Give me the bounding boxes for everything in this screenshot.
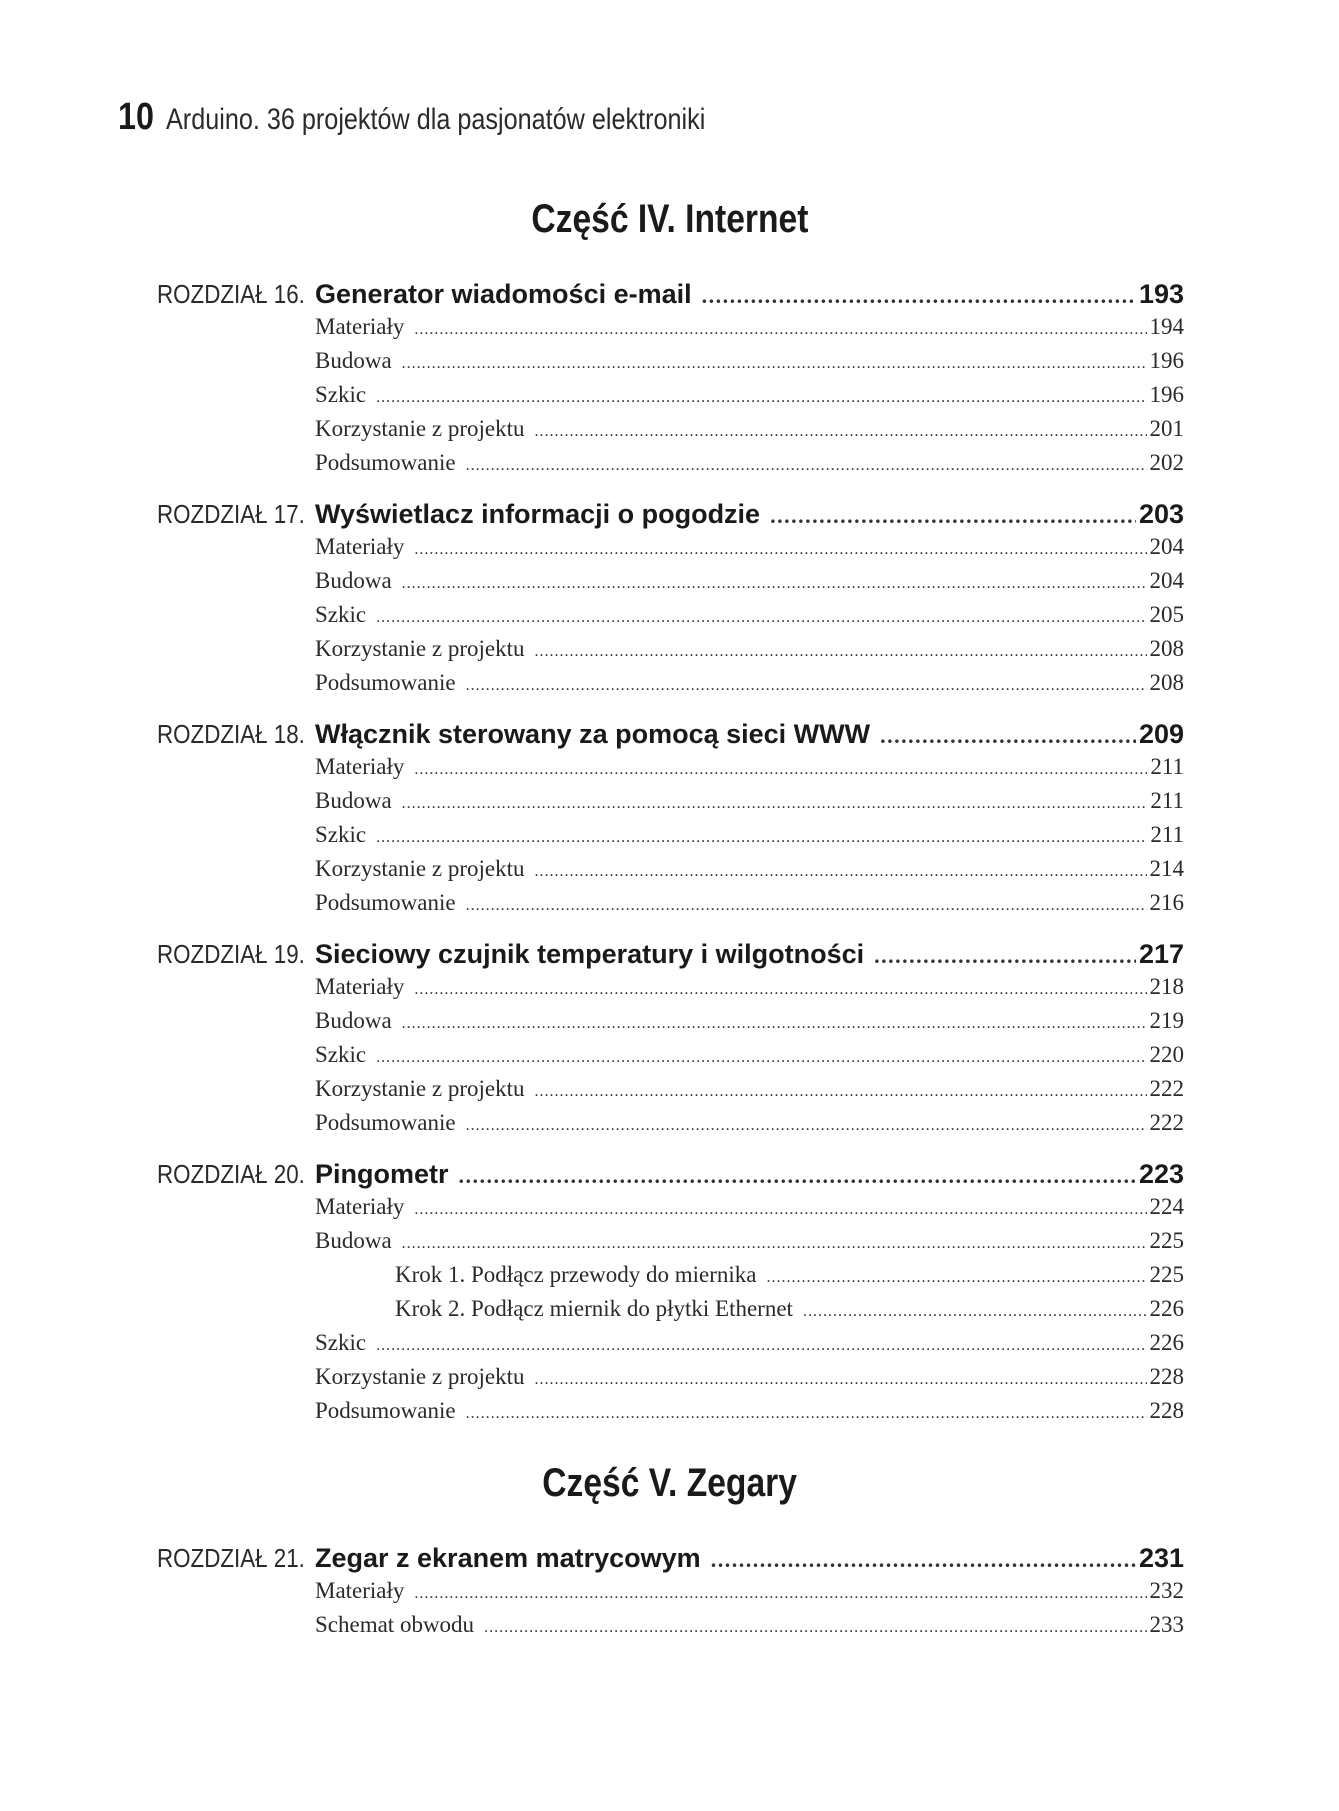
section-entry[interactable] [315, 670, 1184, 696]
section-title: Budowa [315, 348, 392, 373]
section-title: Korzystanie z projektu [315, 1076, 525, 1101]
chapter-prefix: ROZDZIAŁ 19. [157, 939, 305, 969]
section-title: Schemat obwodu [315, 1612, 475, 1637]
section-page: 233 [1149, 1612, 1184, 1637]
dot-leader [484, 1619, 1146, 1637]
dot-leader [534, 863, 1146, 881]
chapter-prefix: ROZDZIAŁ 20. [157, 1159, 305, 1189]
dot-leader [803, 1303, 1147, 1321]
section-page: 208 [1149, 636, 1184, 661]
chapter-entry[interactable] [315, 1543, 1184, 1574]
dot-leader [376, 1337, 1146, 1355]
section-title: Materiały [315, 974, 405, 999]
chapter-prefix: ROZDZIAŁ 17. [157, 499, 305, 529]
dot-leader [376, 829, 1147, 847]
subsection-title: Krok 2. Podłącz miernik do płytki Ethernet [395, 1296, 793, 1321]
section-page: 225 [1149, 1228, 1184, 1253]
section-entry[interactable] [315, 890, 1184, 916]
chapter-prefix: ROZDZIAŁ 18. [157, 719, 305, 749]
section-title: Szkic [315, 822, 367, 847]
section-page: 219 [1149, 1008, 1184, 1033]
section-page: 228 [1149, 1364, 1184, 1389]
dot-leader [414, 981, 1146, 999]
dot-leader [534, 1371, 1146, 1389]
section-entry[interactable] [315, 534, 1184, 560]
section-entry[interactable] [315, 568, 1184, 594]
section-title: Korzystanie z projektu [315, 856, 525, 881]
section-entry[interactable] [315, 974, 1184, 1000]
dot-leader [711, 1547, 1136, 1573]
chapter-entry[interactable] [315, 939, 1184, 970]
chapter-entry[interactable] [315, 719, 1184, 750]
section-page: 211 [1150, 822, 1184, 847]
subsection-entry[interactable] [395, 1262, 1184, 1288]
section-entry[interactable] [315, 1008, 1184, 1034]
section-title: Podsumowanie [315, 1110, 456, 1135]
section-entry[interactable] [315, 416, 1184, 442]
chapter-title: Zegar z ekranem matrycowym [315, 1543, 701, 1573]
dot-leader [414, 541, 1146, 559]
section-title: Materiały [315, 1194, 405, 1219]
chapter-page: 223 [1138, 1159, 1184, 1189]
section-page: 214 [1149, 856, 1184, 881]
section-entry[interactable] [315, 314, 1184, 340]
dot-leader [466, 1405, 1147, 1423]
dot-leader [702, 283, 1136, 309]
chapter-title: Wyświetlacz informacji o pogodzie [315, 499, 761, 529]
section-page: 220 [1149, 1042, 1184, 1067]
section-title: Szkic [315, 602, 367, 627]
dot-leader [376, 609, 1146, 627]
dot-leader [402, 355, 1147, 373]
section-title: Korzystanie z projektu [315, 636, 525, 661]
section-entry[interactable] [315, 856, 1184, 882]
dot-leader [414, 321, 1146, 339]
section-title: Szkic [315, 1330, 367, 1355]
dot-leader [534, 1083, 1146, 1101]
section-page: 194 [1149, 314, 1184, 339]
dot-leader [466, 1117, 1147, 1135]
section-entry[interactable] [315, 1330, 1184, 1356]
chapter-page: 231 [1138, 1543, 1184, 1573]
section-page: 211 [1150, 788, 1184, 813]
section-title: Podsumowanie [315, 1398, 456, 1423]
chapter-page: 217 [1138, 939, 1184, 969]
dot-leader [402, 575, 1147, 593]
chapter-title: Sieciowy czujnik temperatury i wilgotności [315, 939, 865, 969]
dot-leader [534, 643, 1146, 661]
subsection-entry[interactable] [395, 1296, 1184, 1322]
dot-leader [414, 1585, 1146, 1603]
chapter-prefix: ROZDZIAŁ 16. [157, 279, 305, 309]
section-page: 204 [1149, 568, 1184, 593]
dot-leader [402, 1015, 1147, 1033]
section-entry[interactable] [315, 1228, 1184, 1254]
section-page: 205 [1149, 602, 1184, 627]
section-page: 196 [1149, 382, 1184, 407]
part-title: Część V. Zegary [542, 1461, 797, 1505]
section-title: Korzystanie z projektu [315, 416, 525, 441]
section-title: Materiały [315, 534, 405, 559]
section-page: 196 [1149, 348, 1184, 373]
section-entry[interactable] [315, 1194, 1184, 1220]
chapter-page: 203 [1138, 499, 1184, 529]
dot-leader [376, 389, 1146, 407]
chapter-page: 209 [1138, 719, 1184, 749]
section-entry[interactable] [315, 1110, 1184, 1136]
section-entry[interactable] [315, 754, 1184, 780]
section-entry[interactable] [315, 1076, 1184, 1102]
dot-leader [466, 457, 1147, 475]
section-title: Podsumowanie [315, 670, 456, 695]
dot-leader [880, 723, 1136, 749]
chapter-title: Włącznik sterowany za pomocą sieci WWW [315, 719, 871, 749]
section-title: Szkic [315, 382, 367, 407]
chapter-entry[interactable] [315, 279, 1184, 310]
section-page: 224 [1149, 1194, 1184, 1219]
section-page: 202 [1149, 450, 1184, 475]
dot-leader [874, 943, 1136, 969]
section-page: 222 [1149, 1110, 1184, 1135]
chapter-title: Pingometr [315, 1159, 449, 1189]
section-entry[interactable] [315, 1612, 1184, 1638]
subsection-title: Krok 1. Podłącz przewody do miernika [395, 1262, 757, 1287]
section-title: Korzystanie z projektu [315, 1364, 525, 1389]
section-title: Szkic [315, 1042, 367, 1067]
section-page: 226 [1149, 1296, 1184, 1321]
section-page: 211 [1150, 754, 1184, 779]
section-entry[interactable] [315, 1364, 1184, 1390]
dot-leader [466, 897, 1147, 915]
dot-leader [414, 1201, 1146, 1219]
section-title: Budowa [315, 568, 392, 593]
running-head [118, 96, 808, 139]
section-entry[interactable] [315, 382, 1184, 408]
section-entry[interactable] [315, 1398, 1184, 1424]
dot-leader [402, 795, 1148, 813]
section-page: 222 [1149, 1076, 1184, 1101]
chapter-title: Generator wiadomości e-mail [315, 279, 692, 309]
chapter-entry[interactable] [315, 499, 1184, 530]
section-entry[interactable] [315, 636, 1184, 662]
section-entry[interactable] [315, 450, 1184, 476]
section-title: Materiały [315, 1578, 405, 1603]
section-page: 225 [1149, 1262, 1184, 1287]
section-page: 204 [1149, 534, 1184, 559]
section-page: 216 [1149, 890, 1184, 915]
section-page: 226 [1149, 1330, 1184, 1355]
dot-leader [459, 1163, 1136, 1189]
section-title: Materiały [315, 314, 405, 339]
section-entry[interactable] [315, 822, 1184, 848]
dot-leader [414, 761, 1147, 779]
section-page: 228 [1149, 1398, 1184, 1423]
section-title: Materiały [315, 754, 405, 779]
section-title: Podsumowanie [315, 450, 456, 475]
dot-leader [466, 677, 1147, 695]
section-title: Budowa [315, 788, 392, 813]
chapter-prefix: ROZDZIAŁ 21. [157, 1543, 305, 1573]
section-entry[interactable] [315, 602, 1184, 628]
section-page: 232 [1149, 1578, 1184, 1603]
section-entry[interactable] [315, 348, 1184, 374]
section-title: Budowa [315, 1228, 392, 1253]
page-number: 10 [118, 96, 154, 138]
dot-leader [534, 423, 1146, 441]
section-entry[interactable] [315, 1578, 1184, 1604]
part-title: Część IV. Internet [530, 197, 808, 241]
section-page: 201 [1149, 416, 1184, 441]
section-title: Podsumowanie [315, 890, 456, 915]
chapter-page: 193 [1138, 279, 1184, 309]
dot-leader [402, 1235, 1147, 1253]
chapter-entry[interactable] [315, 1159, 1184, 1190]
dot-leader [376, 1049, 1146, 1067]
section-entry[interactable] [315, 788, 1184, 814]
book-title: Arduino. 36 projektów dla pasjonatów elektroniki [166, 103, 706, 136]
section-page: 208 [1149, 670, 1184, 695]
section-page: 218 [1149, 974, 1184, 999]
dot-leader [770, 503, 1136, 529]
section-title: Budowa [315, 1008, 392, 1033]
section-entry[interactable] [315, 1042, 1184, 1068]
dot-leader [767, 1269, 1147, 1287]
